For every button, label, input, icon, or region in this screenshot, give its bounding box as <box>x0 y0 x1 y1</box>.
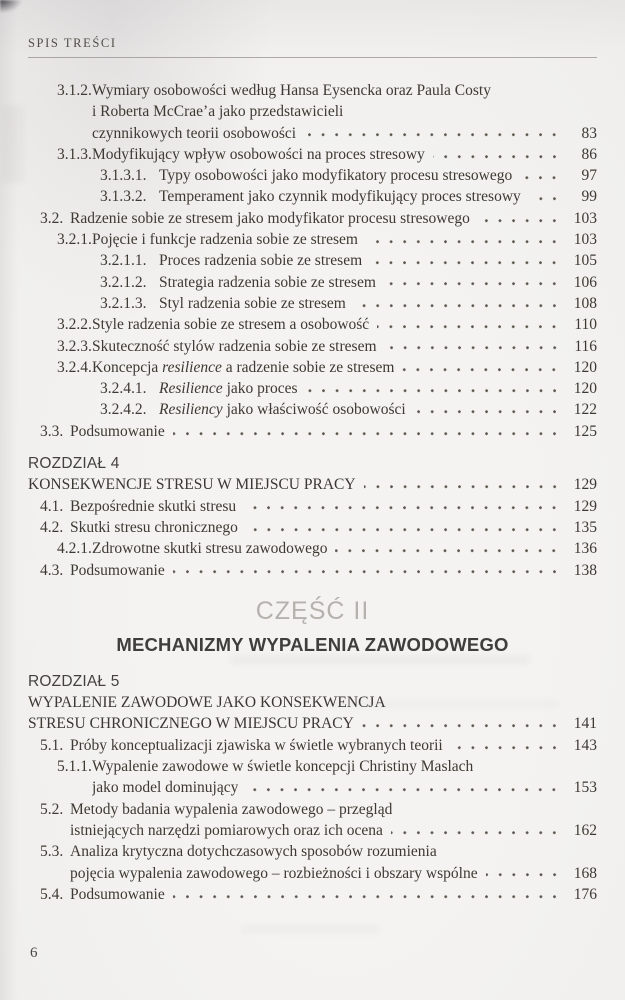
dot-leader <box>246 525 562 541</box>
entry-number: 4.3. <box>40 561 64 579</box>
dot-leader <box>478 216 562 232</box>
entry-number: 4.2. <box>40 518 64 536</box>
dot-leader <box>173 429 562 445</box>
toc-entry-row <box>100 252 597 273</box>
entry-title <box>70 843 437 861</box>
entry-number: 3.2.1. <box>57 231 92 249</box>
entry-text-segment: Temperament jako czynnik modyfikujący proces stresowy <box>159 188 521 206</box>
chapter-title-line <box>28 715 597 736</box>
entry-text-segment: i Roberta McCrae’a jako przedstawicieli <box>92 103 344 121</box>
entry-number: 3.2. <box>40 209 64 227</box>
entry-page-number: 103 <box>573 209 597 227</box>
entry-title <box>92 758 473 776</box>
entry-title <box>92 540 327 558</box>
toc-entry-row <box>40 498 597 519</box>
dot-leader <box>173 892 562 908</box>
chapter-label: ROZDZIAŁ 4 <box>28 455 120 473</box>
entry-page-number: 135 <box>573 518 597 536</box>
entry-title <box>159 401 406 419</box>
dot-leader <box>306 386 562 402</box>
entry-text-segment: Style radzenia sobie ze stresem a osobowość <box>92 316 370 334</box>
chapter-block <box>28 455 597 498</box>
dot-leader <box>486 870 562 886</box>
entry-page-number: 138 <box>573 561 597 579</box>
entry-text-segment: jako proces <box>222 380 298 398</box>
entry-title <box>159 252 362 270</box>
entry-text-segment: pojęcia wypalenia zawodowego – rozbieżności i obszary wspólne <box>70 864 478 882</box>
chapter-title-text: KONSEKWENCJE STRESU W MIEJSCU PRACY <box>28 476 356 494</box>
entry-text-segment: resilience <box>162 358 222 376</box>
toc-entry-row <box>92 779 597 800</box>
entry-number: 3.1.3. <box>57 145 92 163</box>
running-head: SPIS TREŚCI <box>28 36 117 50</box>
dot-leader <box>246 785 562 801</box>
toc-entry-row <box>70 822 597 843</box>
entry-page-number: 125 <box>573 422 597 440</box>
bleed-through-artifact <box>2 105 24 183</box>
entry-number: 5.1.1. <box>57 758 92 776</box>
entry-page-number: 103 <box>573 231 597 249</box>
entry-text-segment: Resiliency <box>159 401 223 419</box>
entry-title <box>92 82 491 100</box>
entry-title <box>92 146 425 164</box>
entry-title <box>92 125 296 143</box>
toc-entry-row <box>57 359 597 380</box>
entry-text-segment: Analiza krytyczna dotychczasowych sposobów rozumienia <box>70 843 437 861</box>
entry-page-number: 108 <box>573 294 597 312</box>
entry-title <box>92 316 369 334</box>
entry-number: 3.2.1.1. <box>100 252 147 270</box>
entry-text-segment: Strategia radzenia sobie ze stresem <box>159 273 376 291</box>
entry-title <box>70 562 165 580</box>
dot-leader <box>529 194 562 210</box>
entry-number: 3.1.3.2. <box>100 188 147 206</box>
entry-page-number: 168 <box>573 864 597 882</box>
dot-leader <box>362 721 562 737</box>
entry-title <box>92 779 238 797</box>
entry-page-number: 116 <box>574 337 597 355</box>
entry-number: 4.2.1. <box>57 540 92 558</box>
entry-text-segment: Proces radzenia sobie ze stresem <box>159 252 363 270</box>
entry-page-number: 162 <box>573 821 597 839</box>
toc-entry-row <box>100 188 597 209</box>
entry-title <box>70 801 392 819</box>
toc-entry-row <box>40 562 597 583</box>
entry-page-number: 86 <box>581 145 597 163</box>
dot-leader <box>385 343 562 359</box>
entry-text-segment: Koncepcja <box>92 358 163 376</box>
bleed-through-artifact <box>230 655 530 664</box>
toc-entry-row <box>40 423 597 444</box>
toc-entry-row <box>57 758 597 779</box>
entry-title <box>70 519 238 537</box>
part-divider <box>28 597 597 656</box>
entry-text-segment: Skuteczność stylów radzenia sobie ze stresem <box>92 337 377 355</box>
toc-entry-row <box>100 274 597 295</box>
dot-leader <box>304 130 562 146</box>
chapter-label: ROZDZIAŁ 5 <box>28 672 120 690</box>
entry-title <box>70 210 470 228</box>
entry-number: 3.2.4.1. <box>100 380 147 398</box>
entry-text-segment: Zdrowotne skutki stresu zawodowego <box>92 540 328 558</box>
toc-entry-row <box>92 103 597 124</box>
entry-page-number: 99 <box>581 188 597 206</box>
entry-page-number: 120 <box>573 358 597 376</box>
chapter-title-text: STRESU CHRONICZNEGO W MIEJSCU PRACY <box>28 715 354 733</box>
entry-page-number: 83 <box>581 124 597 142</box>
toc-entry-row <box>100 401 597 422</box>
toc-entry-row <box>100 295 597 316</box>
dot-leader <box>244 503 562 519</box>
entry-page-number: 122 <box>573 401 597 419</box>
entry-title <box>159 295 346 313</box>
entry-title <box>159 380 298 398</box>
entry-number: 5.1. <box>40 736 64 754</box>
dot-leader <box>370 258 562 274</box>
entry-page-number: 143 <box>573 736 597 754</box>
entry-number: 5.3. <box>40 843 64 861</box>
entry-text-segment: Metody badania wypalenia zawodowego – przegląd <box>70 800 393 818</box>
toc-entry-row <box>40 519 597 540</box>
entry-text-segment: Wymiary osobowości według Hansa Eysencka oraz Paula Costy <box>92 82 491 99</box>
chapter-title-text: WYPALENIE ZAWODOWE JAKO KONSEKWENCJA <box>28 694 386 712</box>
entry-title <box>70 498 236 516</box>
entry-title <box>92 338 377 356</box>
scan-corner-artifact <box>0 0 22 13</box>
entry-text-segment: Bezpośrednie skutki stresu <box>70 497 237 515</box>
entry-page-number: 129 <box>573 497 597 515</box>
entry-text-segment: Wypalenie zawodowe w świetle koncepcji Christiny Maslach <box>92 758 474 776</box>
toc-entry-row <box>100 167 597 188</box>
entry-title <box>92 359 394 377</box>
header-rule <box>28 57 597 58</box>
toc-entry-row <box>70 865 597 886</box>
entry-number: 3.2.1.3. <box>100 294 147 312</box>
chapter-page-number: 141 <box>573 715 597 733</box>
entry-text-segment: a radzenie sobie ze stresem <box>221 358 395 376</box>
entry-number: 3.2.4. <box>57 358 92 376</box>
entry-text-segment: Podsumowanie <box>70 561 165 579</box>
toc-entry-row <box>57 231 597 252</box>
entry-page-number: 110 <box>574 316 597 334</box>
entry-text-segment: czynnikowych teorii osobowości <box>92 124 297 142</box>
entry-number: 3.2.4.2. <box>100 401 147 419</box>
dot-leader <box>402 365 562 381</box>
entry-number: 3.2.1.2. <box>100 273 147 291</box>
entry-text-segment: Modyfikujący wpływ osobowości na proces stresowy <box>92 145 425 163</box>
entry-title <box>70 886 165 904</box>
dot-leader <box>384 279 562 295</box>
bleed-through-artifact <box>330 700 560 708</box>
entry-title <box>159 167 512 185</box>
entry-title <box>159 188 521 206</box>
toc-entry-row <box>40 210 597 231</box>
dot-leader <box>433 152 562 168</box>
toc-entry-row <box>57 82 597 103</box>
entry-text-segment: jako model dominujący <box>92 779 239 797</box>
toc <box>28 82 597 907</box>
toc-entry-row <box>57 146 597 167</box>
entry-text-segment: Podsumowanie <box>70 885 165 903</box>
entry-page-number: 120 <box>573 380 597 398</box>
entry-number: 3.2.2. <box>57 316 92 334</box>
entry-text-segment: Pojęcie i funkcje radzenia sobie ze stresem <box>92 231 358 249</box>
bleed-through-artifact <box>240 925 380 934</box>
toc-entry-row <box>40 843 597 864</box>
entry-number: 5.4. <box>40 885 64 903</box>
entry-page-number: 106 <box>573 273 597 291</box>
entry-title <box>92 103 343 121</box>
toc-entry-row <box>57 540 597 561</box>
entry-number: 3.3. <box>40 422 64 440</box>
entry-page-number: 153 <box>573 779 597 797</box>
chapter-page-number: 129 <box>573 476 597 494</box>
entry-text-segment: Próby konceptualizacji zjawiska w świetle wybranych teorii <box>70 736 443 754</box>
entry-text-segment: Styl radzenia sobie ze stresem <box>159 294 346 312</box>
dot-leader <box>173 567 562 583</box>
dot-leader <box>335 546 562 562</box>
dot-leader <box>520 173 562 189</box>
dot-leader <box>414 407 562 423</box>
toc-entry-row <box>40 737 597 758</box>
entry-text-segment: Skutki stresu chronicznego <box>70 518 238 536</box>
dot-leader <box>377 322 562 338</box>
entry-page-number: 105 <box>573 252 597 270</box>
entry-page-number: 176 <box>573 885 597 903</box>
entry-text-segment: Podsumowanie <box>70 422 165 440</box>
entry-number: 5.2. <box>40 800 64 818</box>
toc-entry-row <box>100 380 597 401</box>
entry-title <box>92 231 358 249</box>
dot-leader <box>391 828 562 844</box>
entry-text-segment: jako właściwość osobowości <box>222 401 406 419</box>
entry-number: 3.1.3.1. <box>100 167 147 185</box>
entry-title <box>70 865 478 883</box>
entry-text-segment: Resilience <box>159 380 223 398</box>
part-label: CZĘŚĆ II <box>255 596 370 625</box>
chapter-title-line <box>28 476 597 497</box>
entry-page-number: 136 <box>573 540 597 558</box>
dot-leader <box>364 482 562 498</box>
entry-title <box>70 822 383 840</box>
toc-entry-row <box>92 125 597 146</box>
part-title: MECHANIZMY WYPALENIA ZAWODOWEGO <box>116 633 509 655</box>
toc-entry-row <box>57 316 597 337</box>
entry-text-segment: Typy osobowości jako modyfikatory procesu stresowego <box>159 167 513 185</box>
toc-entry-row <box>57 338 597 359</box>
page-number: 6 <box>30 945 38 961</box>
entry-title <box>159 274 376 292</box>
toc-entry-row <box>40 801 597 822</box>
entry-title <box>70 423 165 441</box>
entry-page-number: 97 <box>581 167 597 185</box>
entry-number: 4.1. <box>40 497 64 515</box>
entry-number: 3.1.2. <box>57 82 92 99</box>
entry-text-segment: Radzenie sobie ze stresem jako modyfikator procesu stresowego <box>70 209 470 227</box>
entry-number: 3.2.3. <box>57 337 92 355</box>
toc-entry-row <box>40 886 597 907</box>
dot-leader <box>354 301 562 317</box>
dot-leader <box>451 743 562 759</box>
dot-leader <box>366 237 562 253</box>
entry-title <box>70 737 443 755</box>
entry-text-segment: istniejących narzędzi pomiarowych oraz ich ocena <box>70 821 383 839</box>
